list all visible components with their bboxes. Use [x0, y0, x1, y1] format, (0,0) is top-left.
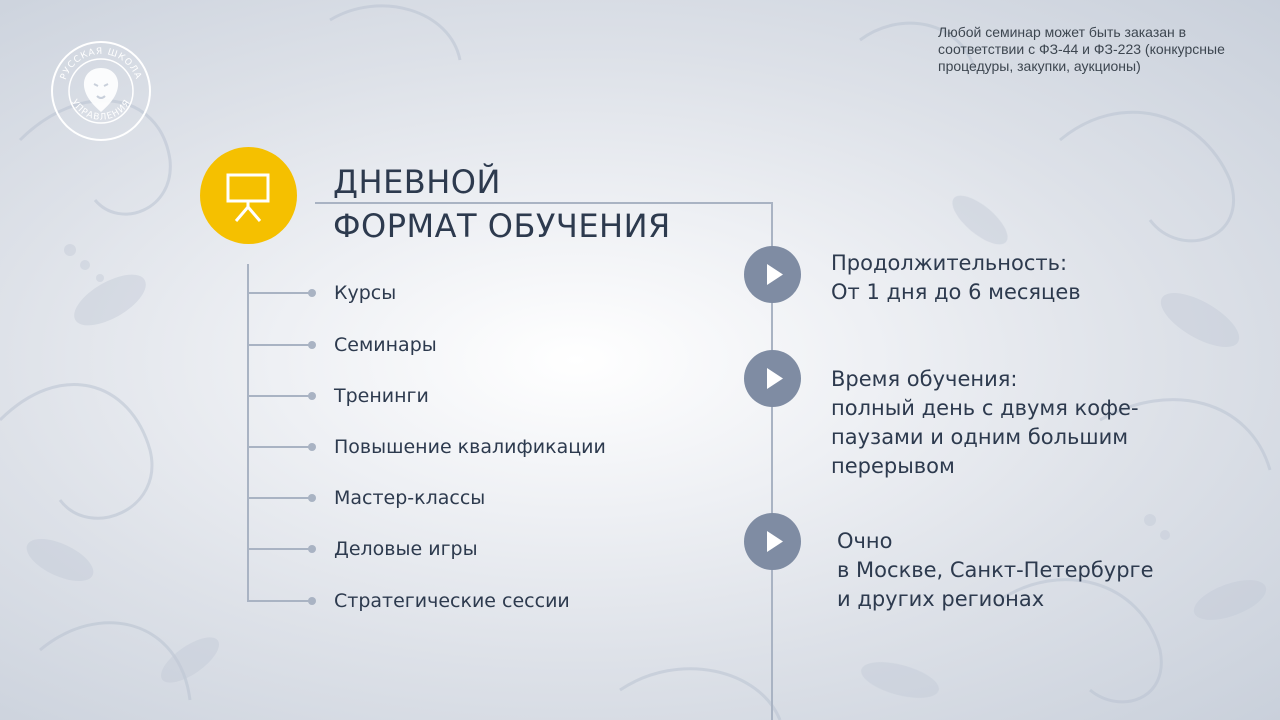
title-line-2: ФОРМАТ ОБУЧЕНИЯ	[333, 207, 671, 245]
duration-info	[831, 249, 1081, 307]
info-line: и других регионах	[837, 587, 1045, 611]
page-title	[333, 160, 671, 248]
location-info	[837, 527, 1154, 614]
bullet-dot	[308, 341, 316, 349]
format-label: Курсы	[334, 282, 397, 304]
info-line: От 1 дня до 6 месяцев	[831, 280, 1081, 304]
info-line: полный день с двумя кофе-	[831, 396, 1139, 420]
lion-icon	[84, 68, 118, 112]
presentation-board-icon	[200, 147, 297, 244]
note-line: процедуры, закупки, аукционы)	[938, 58, 1141, 74]
title-line-1: ДНЕВНОЙ	[333, 163, 501, 201]
duration-play-button	[744, 246, 801, 303]
format-label: Тренинги	[334, 385, 429, 407]
info-line: паузами и одним большим	[831, 425, 1129, 449]
logo-ring-text-bottom: УПРАВЛЕНИЯ	[68, 97, 134, 123]
list-vertical	[247, 264, 249, 602]
info-line: Время обучения:	[831, 367, 1018, 391]
play-icon	[744, 246, 801, 303]
schedule-play-button	[744, 350, 801, 407]
logo-ring-text-top: РУССКАЯ ШКОЛА	[58, 46, 144, 82]
note-line: соответствии с ФЗ-44 и ФЗ-223 (конкурсные	[938, 41, 1225, 57]
format-label: Мастер-классы	[334, 487, 486, 509]
info-line: перерывом	[831, 454, 955, 478]
format-label: Семинары	[334, 334, 437, 356]
play-icon	[744, 513, 801, 570]
bullet-dot	[308, 289, 316, 297]
bullet-dot	[308, 597, 316, 605]
format-label: Деловые игры	[334, 538, 478, 560]
note-line: Любой семинар может быть заказан в	[938, 24, 1187, 40]
bullet-dot	[308, 443, 316, 451]
format-label: Повышение квалификации	[334, 436, 606, 458]
title-badge	[200, 147, 297, 244]
bullet-dot	[308, 392, 316, 400]
bullet-dot	[308, 494, 316, 502]
info-line: Продолжительность:	[831, 251, 1068, 275]
bullet-dot	[308, 545, 316, 553]
location-play-button	[744, 513, 801, 570]
procurement-note	[938, 24, 1258, 75]
info-line: Очно	[837, 529, 893, 553]
schedule-info	[831, 365, 1139, 481]
format-label: Стратегические сессии	[334, 590, 570, 612]
play-icon	[744, 350, 801, 407]
school-logo	[50, 40, 152, 142]
info-line: в Москве, Санкт-Петербурге	[837, 558, 1154, 582]
